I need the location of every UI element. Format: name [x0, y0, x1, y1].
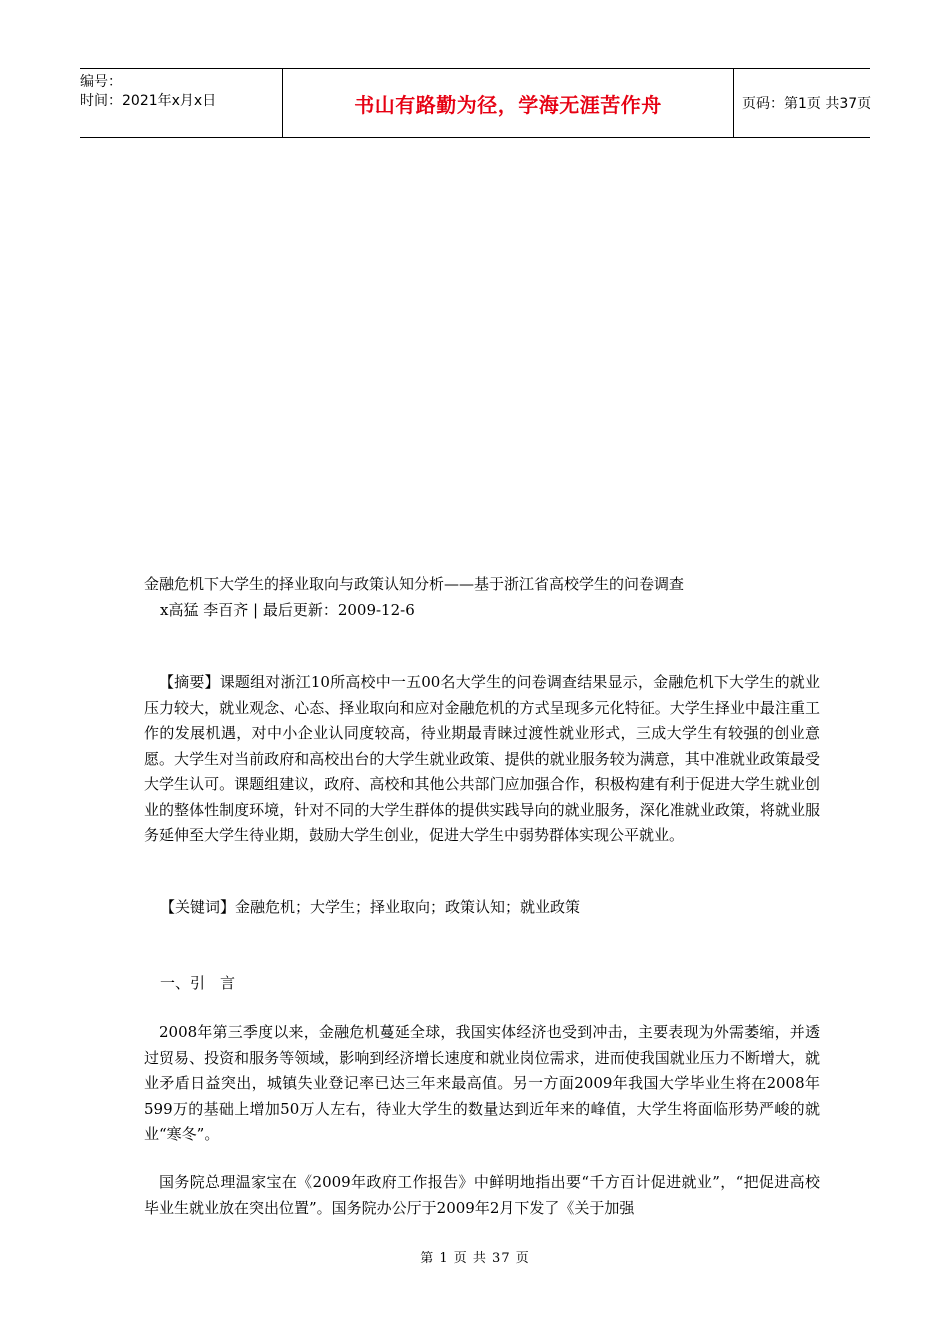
number-label: 编号：: [80, 74, 122, 90]
page-footer: 第 1 页 共 37 页: [420, 1251, 530, 1266]
header-page-cell: [734, 69, 870, 137]
time-label: 时间：2021年x月x日: [80, 93, 217, 109]
page-info: 页码：第1页 共37页: [742, 96, 872, 112]
abstract-paragraph: 【摘要】课题组对浙江10所高校中一五00名大学生的问卷调查结果显示，金融危机下大学生的就业压力较大，就业观念、心态、择业取向和应对金融危机的方式呈现多元化特征。大学生择业中最注重工作的发展机遇，对中小企业认同度较高，待业期最青睐过渡性就业形式，三成大学生有较强的创业意愿。大学生对当前政府和高校出台的大学生就业政策、提供的就业服务较为满意，其中准就业政策最受大学生认可。课题组建议，政府、高校和其他公共部门应加强合作，积极构建有利于促进大学生就业创业的整体性制度环境，针对不同的大学生群体的提供实践导向的就业服务，深化准就业政策，将就业服务延伸至大学生待业期，鼓励大学生创业，促进大学生中弱势群体实现公平就业。: [144, 673, 820, 844]
body-paragraph: 国务院总理温家宝在《2009年政府工作报告》中鲜明地指出要“千方百计促进就业”，“把促进高校毕业生就业放在突出位置”。国务院办公厅于2009年2月下发了《关于加强: [144, 1173, 820, 1217]
header-meta-cell: [80, 69, 282, 137]
body-paragraph: 2008年第三季度以来，金融危机蔓延全球，我国实体经济也受到冲击，主要表现为外需萎缩，并透过贸易、投资和服务等领域，影响到经济增长速度和就业岗位需求，进而使我国就业压力不断增大，就业矛盾日益突出，城镇失业登记率已达三年来最高值。另一方面2009年我国大学毕业生将在2008年599万的基础上增加50万人左右，待业大学生的数量达到近年来的峰值，大学生将面临形势严峻的就业“寒冬”。: [144, 1023, 820, 1143]
document-header: [80, 68, 870, 138]
article-byline: x高猛 李百齐 | 最后更新：2009-12-6: [160, 601, 415, 619]
header-motto-cell: [282, 69, 734, 137]
motto-text: 书山有路勤为径，学海无涯苦作舟: [354, 92, 662, 117]
section-heading: 一、引 言: [160, 974, 236, 992]
article-title: 金融危机下大学生的择业取向与政策认知分析——基于浙江省高校学生的问卷调查: [144, 575, 685, 593]
keywords-line: 【关键词】金融危机；大学生；择业取向；政策认知；就业政策: [160, 898, 581, 916]
